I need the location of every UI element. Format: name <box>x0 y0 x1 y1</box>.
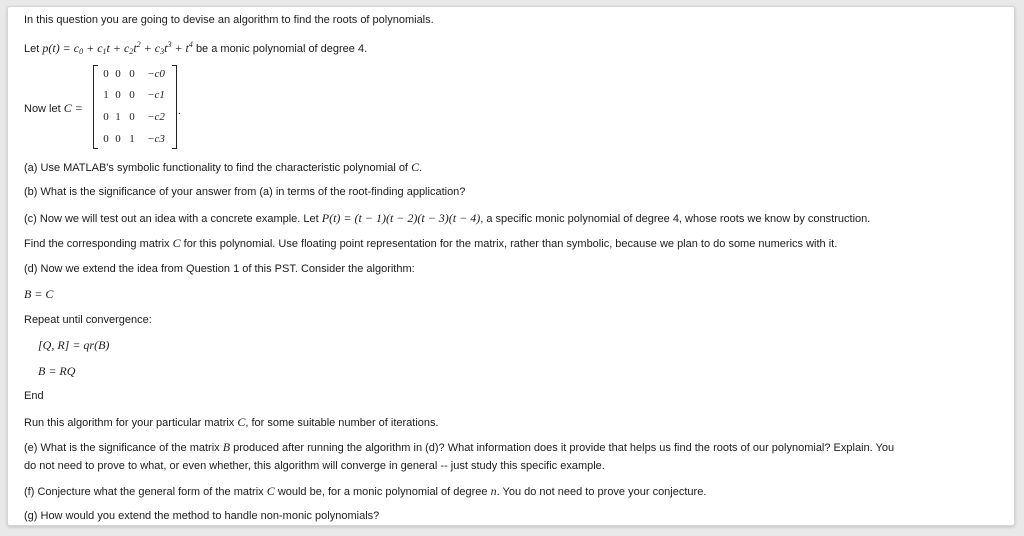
now-let-label: Now let C = <box>24 101 83 115</box>
algorithm-repeat: Repeat until convergence: <box>24 314 152 326</box>
companion-matrix <box>93 65 177 149</box>
part-c-line1: (c) Now we will test out an idea with a concrete example. Let P(t) = (t − 1)(t − 2)(t − 3)(t − 4), a specific monic polynomial of degree 4, whose roots we know by construction. <box>24 211 871 225</box>
part-g: (g) How would you extend the method to handle non-monic polynomials? <box>24 510 380 522</box>
part-e-line1: (e) What is the significance of the matrix B produced after running the algorithm in (d)? What information does it provide that helps us find the roots of our polynomial? Explain. You <box>24 440 895 454</box>
part-d: (d) Now we extend the idea from Question 1 of this PST. Consider the algorithm: <box>24 263 415 275</box>
part-e-line2: do not need to prove to what, or even whether, this algorithm will converge in general -- just study this specific example. <box>24 460 605 472</box>
matrix-row: 0 0 0 −c0 <box>103 68 165 80</box>
part-c-line2: Find the corresponding matrix C for this polynomial. Use floating point representation for the matrix, rather than symbolic, because we plan to do some numerics with it. <box>24 236 838 250</box>
algorithm-rq-step: B = RQ <box>38 364 76 378</box>
intro-text: In this question you are going to devise an algorithm to find the roots of polynomials. <box>24 14 434 26</box>
part-b: (b) What is the significance of your answer from (a) in terms of the root-finding application? <box>24 186 466 198</box>
part-a: (a) Use MATLAB's symbolic functionality to find the characteristic polynomial of C. <box>24 160 423 174</box>
matrix-period: . <box>178 105 182 117</box>
algorithm-end: End <box>24 390 44 402</box>
let-polynomial-line: Let $p(t) = c_0 + c_1t + c_2t^2 + c_3t^3 + t^4$ be a monic polynomial of degree 4. <box>24 40 368 56</box>
question-card <box>7 6 1015 526</box>
run-instruction: Run this algorithm for your particular matrix C, for some suitable number of iterations. <box>24 415 439 429</box>
matrix-row: 1 0 0 −c1 <box>103 89 165 101</box>
algorithm-init: B = C <box>24 287 54 301</box>
part-f: (f) Conjecture what the general form of the matrix C would be, for a monic polynomial of degree n. You do not need to prove your conjecture. <box>24 484 707 498</box>
algorithm-qr-step: [Q, R] = qr(B) <box>38 338 110 352</box>
matrix-row: 0 0 1 −c3 <box>103 133 165 145</box>
matrix-row: 0 1 0 −c2 <box>103 111 165 123</box>
